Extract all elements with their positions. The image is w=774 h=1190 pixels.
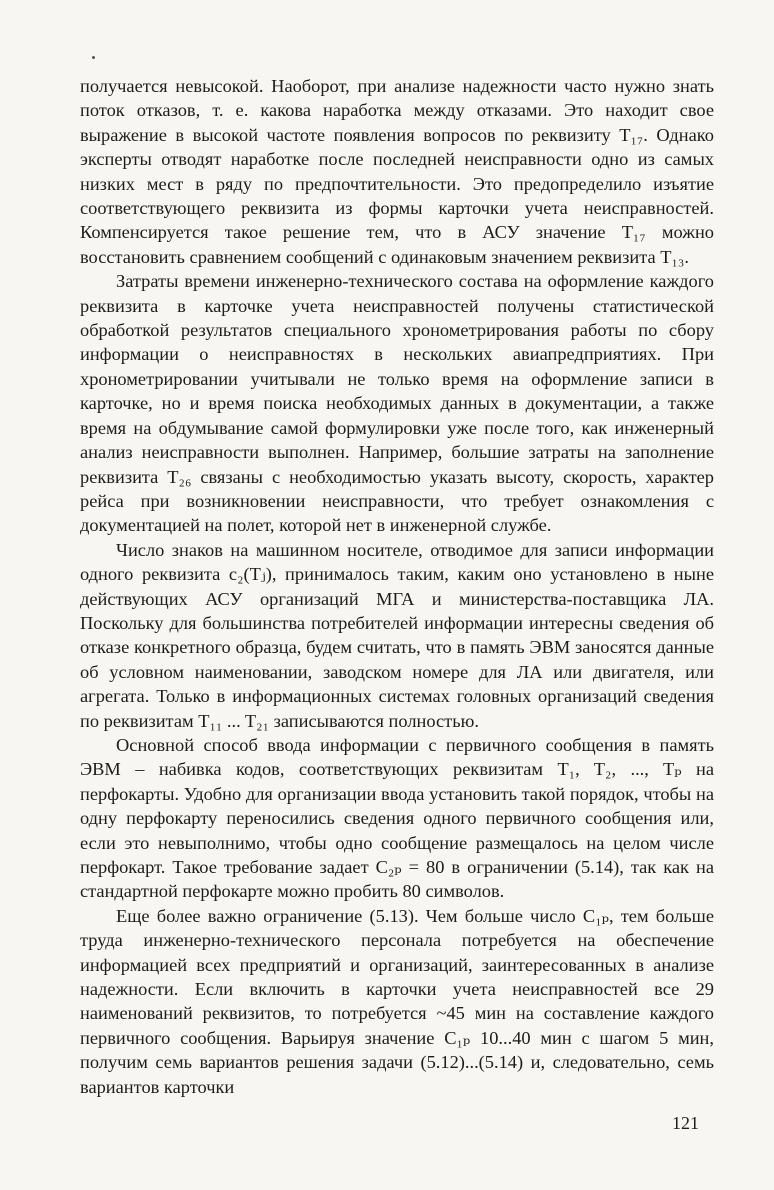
body-text bbox=[80, 74, 714, 1099]
scan-speck bbox=[92, 56, 95, 59]
paragraph-4: Основной способ ввода информации с первичного сообщения в память ЭВМ – набивка кодов, соответствующих реквизитам T₁, T₂, ..., Tₚ на перфокарты. Удобно для организации ввода установить такой порядок, чтобы на одну перфокарту переносились сведения одного первичного сообщения или, если это невыполнимо, чтобы одно сообщение размещалось на целом числе перфокарт. Такое требование задает C₂ₚ = 80 в ограничении (5.14), так как на стандартной перфокарте можно пробить 80 символов. bbox=[80, 734, 714, 902]
paragraph-2: Затраты времени инженерно-технического состава на оформление каждого реквизита в карточке учета неисправностей получены статистической обработкой результатов специального хронометрирования работы по сбору информации о неисправностях в нескольких авиапредприятиях. При хронометрировании учитывали не только время на оформление записи в карточке, но и время поиска необходимых данных в документации, а также время на обдумывание самой формулировки уже после того, как инженерный анализ неисправности выполнен. Например, большие затраты на заполнение реквизита T₂₆ связаны с необходимостью указать высоту, скорость, характер рейса при возникновении неисправности, что требует ознакомления с документацией на полет, которой нет в инженерной службе. bbox=[80, 271, 714, 536]
paragraph-1: получается невысокой. Наоборот, при анализе надежности часто нужно знать поток отказов, т. е. какова наработка между отказами. Это находит свое выражение в высокой частоте появления вопросов по реквизиту T₁₇. Однако эксперты отводят наработке после последней неисправности одно из самых низких мест в ряду по предпочтительности. Это предопределило изъятие соответствующего реквизита из формы карточки учета неисправностей. Компенсируется такое решение тем, что в АСУ значение T₁₇ можно восстановить сравнением сообщений с одинаковым значением реквизита T₁₃. bbox=[80, 76, 714, 267]
paragraph-3: Число знаков на машинном носителе, отводимое для записи информации одного реквизита c₂(Tⱼ), принималось таким, каким оно установлено в ныне действующих АСУ организаций МГА и министерства-поставщика ЛА. Поскольку для большинства потребителей информации интересны сведения об отказе конкретного образца, будем считать, что в память ЭВМ заносятся данные об условном наименовании, заводском номере для ЛА или двигателя, или агрегата. Только в информационных системах головных организаций сведения по реквизитам T₁₁ ... T₂₁ записываются полностью. bbox=[80, 539, 714, 731]
paragraph-5: Еще более важно ограничение (5.13). Чем больше число C₁ₚ, тем больше труда инженерно-технического персонала потребуется на обеспечение информацией всех предприятий и организаций, заинтересованных в анализе надежности. Если включить в карточки учета неисправностей все 29 наименований реквизитов, то потребуется ~45 мин на составление каждого первичного сообщения. Варьируя значение C₁ₚ 10...40 мин с шагом 5 мин, получим семь вариантов решения задачи (5.12)...(5.14) и, следовательно, семь вариантов карточки bbox=[80, 905, 714, 1097]
page-number: 121 bbox=[672, 1113, 699, 1133]
